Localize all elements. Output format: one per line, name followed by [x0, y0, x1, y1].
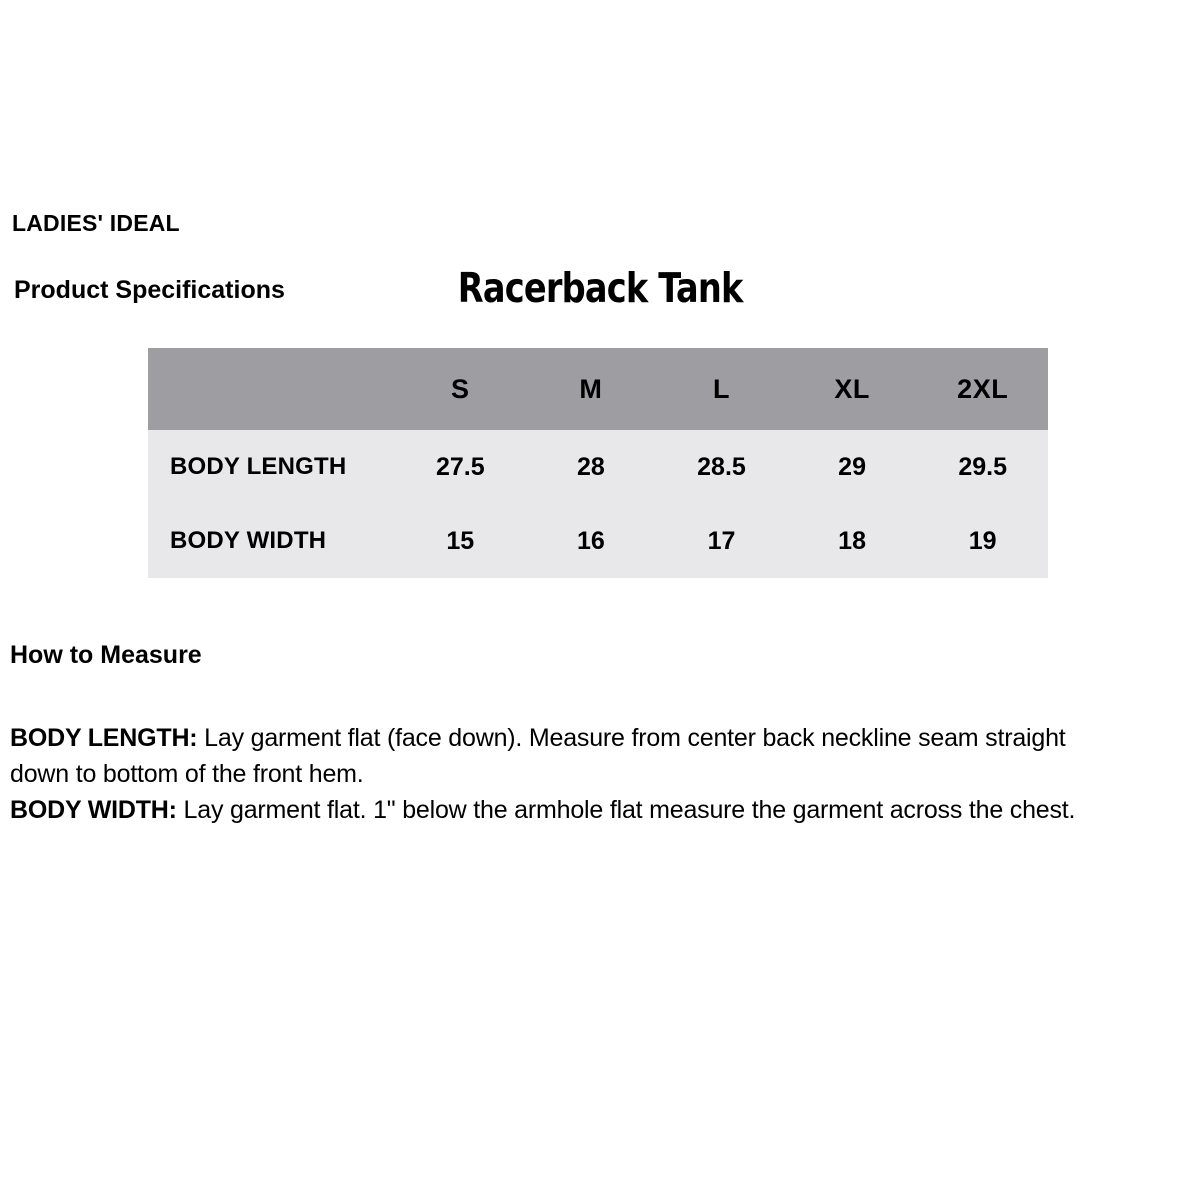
body-length-l: 28.5 — [697, 452, 746, 481]
size-header-xl: XL — [834, 373, 870, 404]
body-length-instructions — [10, 720, 1198, 792]
body-length-instructions-label: BODY LENGTH: — [10, 724, 198, 752]
body-length-instructions-text: Lay garment flat (face down). Measure from center back neckline seam straight — [204, 724, 1066, 752]
size-header-l: L — [712, 373, 730, 404]
brand-title: LADIES' IDEAL — [12, 210, 180, 236]
body-width-2xl: 19 — [968, 526, 997, 555]
body-length-instructions-line-1 — [10, 720, 1198, 756]
body-length-m: 28 — [576, 452, 605, 481]
size-header-m: M — [579, 373, 603, 404]
product-title: Racerback Tank — [457, 264, 743, 312]
body-length-instructions-line-2: down to bottom of the front hem. — [10, 760, 364, 788]
size-spec-table — [148, 348, 1048, 578]
body-width-l: 17 — [707, 526, 736, 555]
size-header-s: S — [451, 373, 470, 404]
section-title: Product Specifications — [14, 276, 285, 304]
how-to-measure-heading: How to Measure — [10, 641, 202, 669]
size-header-row — [148, 348, 1048, 430]
body-width-m: 16 — [576, 526, 605, 555]
row-label-body-width: BODY WIDTH — [170, 527, 327, 554]
body-width-s: 15 — [446, 526, 475, 555]
body-width-instructions-text: Lay garment flat. 1" below the armhole flat measure the garment across the chest. — [183, 796, 1076, 824]
size-header-empty-cell — [148, 348, 395, 430]
table-row-body-width — [148, 504, 1048, 578]
body-width-instructions-line-1 — [10, 792, 1198, 828]
body-width-instructions-label: BODY WIDTH: — [10, 796, 177, 824]
row-label-body-length: BODY LENGTH — [170, 453, 347, 480]
body-width-instructions — [10, 792, 1198, 828]
body-length-2xl: 29.5 — [958, 452, 1008, 481]
body-length-xl: 29 — [838, 452, 866, 481]
size-header-2xl: 2XL — [957, 373, 1009, 404]
table-row-body-length — [148, 430, 1048, 504]
measure-instructions — [10, 720, 1198, 828]
body-length-s: 27.5 — [435, 452, 485, 481]
body-width-xl: 18 — [838, 526, 866, 555]
